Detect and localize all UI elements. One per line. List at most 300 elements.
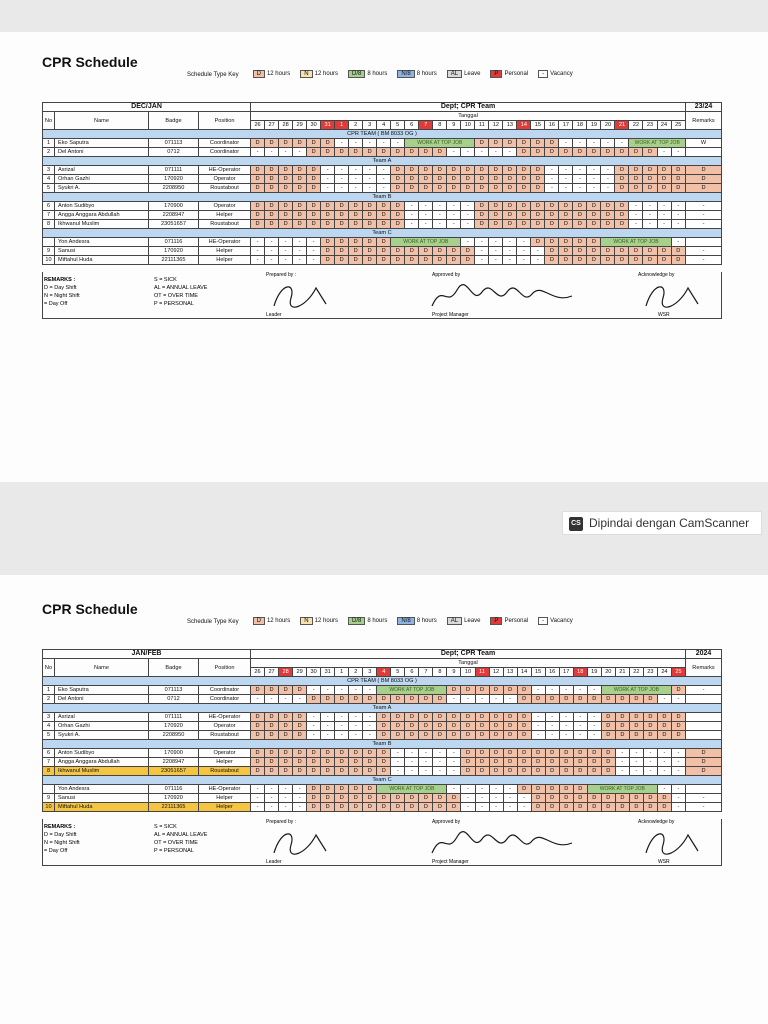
shift-cell: D: [587, 767, 601, 776]
shift-cell: D: [349, 695, 363, 704]
shift-cell: D: [587, 211, 601, 220]
shift-cell: D: [559, 238, 573, 247]
shift-cell: D: [391, 803, 405, 812]
shift-cell: -: [475, 785, 489, 794]
crew-remarks: -: [686, 211, 722, 220]
shift-cell: D: [279, 758, 293, 767]
shift-cell: D: [279, 722, 293, 731]
day-header: 24: [657, 121, 671, 130]
key-item: [490, 617, 528, 625]
shift-cell: D: [405, 713, 419, 722]
key-code: N/8: [397, 617, 414, 625]
crew-no: 8: [43, 220, 55, 229]
key-item: [447, 70, 481, 78]
shift-cell: D: [643, 184, 657, 193]
shift-cell: -: [475, 695, 489, 704]
day-header: 25: [671, 668, 685, 677]
shift-cell: -: [461, 220, 475, 229]
shift-cell: D: [349, 256, 363, 265]
key-code: P: [490, 70, 502, 78]
day-header: 3: [363, 121, 377, 130]
shift-cell: D: [489, 220, 503, 229]
period-label: JAN/FEB: [43, 650, 251, 659]
shift-cell: D: [601, 731, 615, 740]
shift-cell: -: [615, 749, 629, 758]
shift-cell: -: [573, 686, 587, 695]
shift-cell: -: [587, 686, 601, 695]
team-name: Team A: [43, 704, 722, 713]
shift-cell: D: [265, 722, 279, 731]
shift-cell: D: [251, 731, 265, 740]
shift-cell: D: [363, 749, 377, 758]
shift-cell: D: [307, 785, 321, 794]
crew-name: Sanusi: [55, 247, 149, 256]
shift-cell: D: [447, 256, 461, 265]
shift-cell: -: [265, 803, 279, 812]
shift-cell: D: [629, 713, 643, 722]
shift-cell: D: [321, 749, 335, 758]
shift-cell: D: [335, 749, 349, 758]
key-label: Schedule Type Key: [187, 71, 239, 78]
day-header: 11: [475, 668, 489, 677]
shift-cell: -: [657, 695, 671, 704]
remarks-line: N = Night Shift: [44, 840, 80, 846]
shift-cell: D: [615, 220, 629, 229]
shift-cell: D: [615, 184, 629, 193]
shift-cell: D: [643, 148, 657, 157]
crew-badge: 170920: [149, 794, 199, 803]
shift-cell: -: [363, 139, 377, 148]
shift-cell: -: [293, 256, 307, 265]
shift-cell: -: [503, 256, 517, 265]
crew-name: Del Antoni: [55, 148, 149, 157]
shift-cell: -: [349, 175, 363, 184]
shift-cell: D: [251, 139, 265, 148]
shift-cell: D: [447, 686, 461, 695]
shift-cell: -: [489, 695, 503, 704]
shift-cell: D: [601, 758, 615, 767]
day-header: 28: [279, 121, 293, 130]
shift-cell: D: [517, 767, 531, 776]
shift-cell: D: [531, 175, 545, 184]
shift-cell: -: [559, 731, 573, 740]
shift-cell: D: [405, 166, 419, 175]
shift-cell: D: [545, 211, 559, 220]
shift-cell: -: [405, 202, 419, 211]
shift-cell: D: [629, 175, 643, 184]
shift-cell: -: [657, 758, 671, 767]
crew-row: [43, 184, 722, 193]
shift-cell: D: [461, 256, 475, 265]
key-item: [490, 70, 528, 78]
shift-cell: D: [433, 794, 447, 803]
crew-row: [43, 220, 722, 229]
shift-cell: -: [447, 758, 461, 767]
header-row-period: [43, 650, 722, 659]
crew-name: Miftahul Huda: [55, 256, 149, 265]
shift-cell: -: [629, 767, 643, 776]
shift-cell: D: [349, 247, 363, 256]
day-header: 21: [615, 121, 629, 130]
shift-cell: D: [377, 767, 391, 776]
shift-cell: D: [517, 722, 531, 731]
shift-cell: D: [475, 220, 489, 229]
shift-cell: D: [629, 803, 643, 812]
shift-cell: D: [265, 749, 279, 758]
crew-badge: 170920: [149, 175, 199, 184]
day-header: 1: [335, 668, 349, 677]
shift-cell: D: [531, 139, 545, 148]
day-header: 15: [531, 668, 545, 677]
key-text: Leave: [464, 71, 481, 77]
shift-cell: D: [447, 713, 461, 722]
shift-work-at-top: WORK AT TOP JOB: [601, 686, 671, 695]
shift-cell: D: [601, 202, 615, 211]
shift-cell: D: [489, 767, 503, 776]
col-badge: Badge: [149, 112, 199, 130]
shift-cell: D: [517, 139, 531, 148]
day-header: 25: [671, 121, 685, 130]
shift-cell: D: [489, 722, 503, 731]
day-header: 23: [643, 121, 657, 130]
team-header-row: [43, 157, 722, 166]
crew-no: 6: [43, 749, 55, 758]
shift-cell: D: [349, 220, 363, 229]
crew-name: Sanusi: [55, 794, 149, 803]
shift-cell: -: [475, 803, 489, 812]
crew-remarks: -: [686, 247, 722, 256]
shift-cell: D: [615, 175, 629, 184]
shift-cell: D: [475, 749, 489, 758]
shift-cell: -: [545, 722, 559, 731]
crew-row: [43, 785, 722, 794]
shift-cell: -: [615, 767, 629, 776]
shift-cell: D: [545, 794, 559, 803]
schedule-title: CPR Schedule: [42, 54, 138, 70]
shift-cell: D: [335, 220, 349, 229]
shift-cell: D: [265, 758, 279, 767]
shift-cell: D: [601, 220, 615, 229]
shift-cell: D: [321, 767, 335, 776]
shift-cell: D: [531, 220, 545, 229]
shift-cell: -: [573, 713, 587, 722]
shift-cell: -: [489, 785, 503, 794]
shift-cell: D: [517, 184, 531, 193]
shift-cell: D: [475, 722, 489, 731]
shift-cell: D: [363, 238, 377, 247]
shift-cell: D: [517, 202, 531, 211]
shift-cell: -: [489, 247, 503, 256]
shift-cell: D: [307, 184, 321, 193]
shift-cell: -: [629, 220, 643, 229]
col-no: No: [43, 112, 55, 130]
shift-cell: D: [489, 749, 503, 758]
day-header: 31: [321, 668, 335, 677]
shift-cell: D: [433, 184, 447, 193]
shift-cell: -: [307, 686, 321, 695]
shift-cell: D: [489, 758, 503, 767]
shift-cell: -: [447, 220, 461, 229]
shift-cell: -: [475, 148, 489, 157]
shift-cell: -: [433, 211, 447, 220]
shift-cell: -: [307, 731, 321, 740]
shift-cell: D: [279, 767, 293, 776]
shift-cell: -: [293, 238, 307, 247]
shift-cell: D: [475, 175, 489, 184]
shift-cell: D: [503, 175, 517, 184]
shift-cell: -: [363, 184, 377, 193]
shift-cell: -: [531, 247, 545, 256]
shift-cell: -: [559, 175, 573, 184]
crew-row: [43, 731, 722, 740]
shift-cell: D: [503, 166, 517, 175]
shift-cell: -: [363, 722, 377, 731]
crew-row: [43, 713, 722, 722]
crew-badge: 170900: [149, 202, 199, 211]
key-item: [253, 617, 291, 625]
shift-cell: D: [531, 785, 545, 794]
shift-cell: -: [447, 148, 461, 157]
crew-row: [43, 166, 722, 175]
remarks-line: D = Day Shift: [44, 285, 77, 291]
key-item: [348, 617, 387, 625]
footer-border: [42, 819, 722, 866]
shift-cell: D: [671, 731, 685, 740]
shift-cell: D: [587, 220, 601, 229]
shift-cell: -: [265, 256, 279, 265]
shift-cell: D: [545, 749, 559, 758]
shift-cell: -: [643, 767, 657, 776]
shift-cell: -: [545, 184, 559, 193]
header-row-columns: [43, 659, 722, 668]
crew-badge: 22111365: [149, 803, 199, 812]
shift-cell: D: [279, 731, 293, 740]
shift-cell: D: [643, 713, 657, 722]
day-header: 7: [419, 121, 433, 130]
shift-cell: -: [615, 758, 629, 767]
shift-cell: D: [265, 202, 279, 211]
crew-position: Helper: [199, 758, 251, 767]
crew-badge: 071111: [149, 713, 199, 722]
shift-cell: -: [601, 175, 615, 184]
legend-line: AL = ANNUAL LEAVE: [154, 285, 208, 291]
crew-position: Operator: [199, 722, 251, 731]
shift-cell: D: [587, 749, 601, 758]
team-name: Team B: [43, 193, 722, 202]
shift-cell: -: [503, 148, 517, 157]
shift-cell: -: [293, 794, 307, 803]
shift-cell: D: [531, 803, 545, 812]
shift-cell: D: [545, 803, 559, 812]
shift-cell: D: [251, 749, 265, 758]
shift-cell: D: [293, 758, 307, 767]
shift-cell: -: [643, 211, 657, 220]
shift-cell: D: [377, 794, 391, 803]
shift-cell: D: [265, 731, 279, 740]
shift-cell: D: [657, 256, 671, 265]
shift-cell: -: [461, 803, 475, 812]
shift-cell: D: [671, 722, 685, 731]
shift-cell: D: [447, 175, 461, 184]
shift-cell: D: [405, 175, 419, 184]
shift-cell: -: [531, 256, 545, 265]
shift-cell: D: [447, 794, 461, 803]
crew-badge: 23051657: [149, 767, 199, 776]
crew-remarks: [686, 238, 722, 247]
shift-cell: D: [293, 202, 307, 211]
shift-cell: -: [279, 256, 293, 265]
shift-cell: D: [391, 247, 405, 256]
shift-cell: -: [433, 220, 447, 229]
day-header: 31: [321, 121, 335, 130]
shift-cell: D: [433, 695, 447, 704]
shift-cell: D: [419, 166, 433, 175]
shift-cell: D: [615, 166, 629, 175]
day-header: 11: [475, 121, 489, 130]
crew-row: [43, 686, 722, 695]
crew-no: 4: [43, 175, 55, 184]
shift-cell: D: [671, 166, 685, 175]
shift-cell: D: [629, 256, 643, 265]
shift-cell: D: [391, 202, 405, 211]
team-name: Team C: [43, 229, 722, 238]
day-header: 19: [587, 668, 601, 677]
shift-cell: -: [559, 184, 573, 193]
shift-cell: D: [265, 166, 279, 175]
shift-cell: D: [601, 767, 615, 776]
shift-cell: D: [321, 202, 335, 211]
shift-cell: D: [391, 220, 405, 229]
shift-cell: D: [447, 731, 461, 740]
crew-remarks: -: [686, 803, 722, 812]
crew-remarks: -: [686, 686, 722, 695]
shift-cell: D: [377, 713, 391, 722]
shift-cell: -: [349, 184, 363, 193]
shift-cell: D: [321, 238, 335, 247]
shift-cell: D: [615, 148, 629, 157]
acknowledged-label: Acknowledge by: [638, 819, 675, 825]
shift-cell: -: [307, 247, 321, 256]
day-header: 7: [419, 668, 433, 677]
shift-cell: -: [517, 238, 531, 247]
key-code: -: [538, 617, 548, 625]
crew-name: Syukri A.: [55, 731, 149, 740]
shift-cell: D: [643, 256, 657, 265]
shift-cell: D: [419, 803, 433, 812]
shift-cell: -: [671, 794, 685, 803]
shift-cell: -: [251, 794, 265, 803]
crew-row: [43, 202, 722, 211]
shift-cell: -: [489, 794, 503, 803]
shift-cell: -: [251, 238, 265, 247]
shift-cell: D: [517, 211, 531, 220]
crew-badge: 2208947: [149, 758, 199, 767]
shift-cell: -: [503, 247, 517, 256]
schedule-table: [42, 649, 722, 812]
shift-cell: D: [321, 785, 335, 794]
day-header: 29: [293, 668, 307, 677]
crew-badge: 2208947: [149, 211, 199, 220]
prepared-role: Leader: [266, 312, 282, 318]
shift-cell: D: [629, 148, 643, 157]
shift-cell: D: [587, 148, 601, 157]
shift-cell: -: [349, 731, 363, 740]
day-header: 8: [433, 121, 447, 130]
shift-cell: D: [251, 220, 265, 229]
shift-cell: D: [657, 166, 671, 175]
day-header: 9: [447, 668, 461, 677]
shift-cell: D: [615, 211, 629, 220]
shift-cell: D: [657, 184, 671, 193]
footer-border: [42, 272, 722, 319]
shift-cell: D: [405, 256, 419, 265]
shift-cell: D: [489, 686, 503, 695]
shift-cell: D: [671, 256, 685, 265]
day-header: 22: [629, 121, 643, 130]
shift-cell: D: [349, 785, 363, 794]
day-header: 16: [545, 668, 559, 677]
shift-cell: D: [335, 794, 349, 803]
shift-cell: D: [503, 758, 517, 767]
shift-cell: -: [671, 695, 685, 704]
shift-cell: -: [503, 785, 517, 794]
shift-cell: -: [671, 803, 685, 812]
shift-cell: -: [643, 749, 657, 758]
shift-cell: -: [671, 767, 685, 776]
header-row-period: [43, 103, 722, 112]
shift-cell: -: [573, 722, 587, 731]
crew-no: 9: [43, 794, 55, 803]
legend-line: OT = OVER TIME: [154, 293, 198, 299]
shift-cell: D: [531, 749, 545, 758]
remarks-title: REMARKS :: [44, 277, 76, 283]
shift-cell: D: [251, 202, 265, 211]
shift-cell: -: [293, 247, 307, 256]
shift-cell: D: [349, 758, 363, 767]
shift-cell: D: [475, 758, 489, 767]
shift-cell: -: [559, 166, 573, 175]
team-header-row: [43, 776, 722, 785]
shift-cell: -: [335, 713, 349, 722]
shift-cell: D: [293, 175, 307, 184]
shift-cell: D: [531, 211, 545, 220]
shift-cell: D: [321, 211, 335, 220]
shift-cell: D: [643, 247, 657, 256]
day-header: 18: [573, 121, 587, 130]
key-item: [397, 70, 436, 78]
shift-cell: D: [377, 148, 391, 157]
shift-cell: -: [629, 202, 643, 211]
shift-cell: -: [587, 175, 601, 184]
shift-cell: D: [391, 148, 405, 157]
shift-cell: D: [601, 148, 615, 157]
shift-cell: -: [251, 247, 265, 256]
shift-cell: D: [433, 256, 447, 265]
crew-no: 7: [43, 211, 55, 220]
acknowledged-role: WSR: [658, 859, 670, 865]
key-code: P: [490, 617, 502, 625]
shift-cell: D: [433, 722, 447, 731]
team-name: Team C: [43, 776, 722, 785]
shift-cell: -: [251, 148, 265, 157]
shift-cell: -: [573, 166, 587, 175]
crew-remarks: [686, 722, 722, 731]
day-header: 17: [559, 121, 573, 130]
shift-cell: -: [475, 256, 489, 265]
shift-cell: D: [363, 220, 377, 229]
shift-cell: -: [657, 220, 671, 229]
shift-cell: -: [657, 148, 671, 157]
